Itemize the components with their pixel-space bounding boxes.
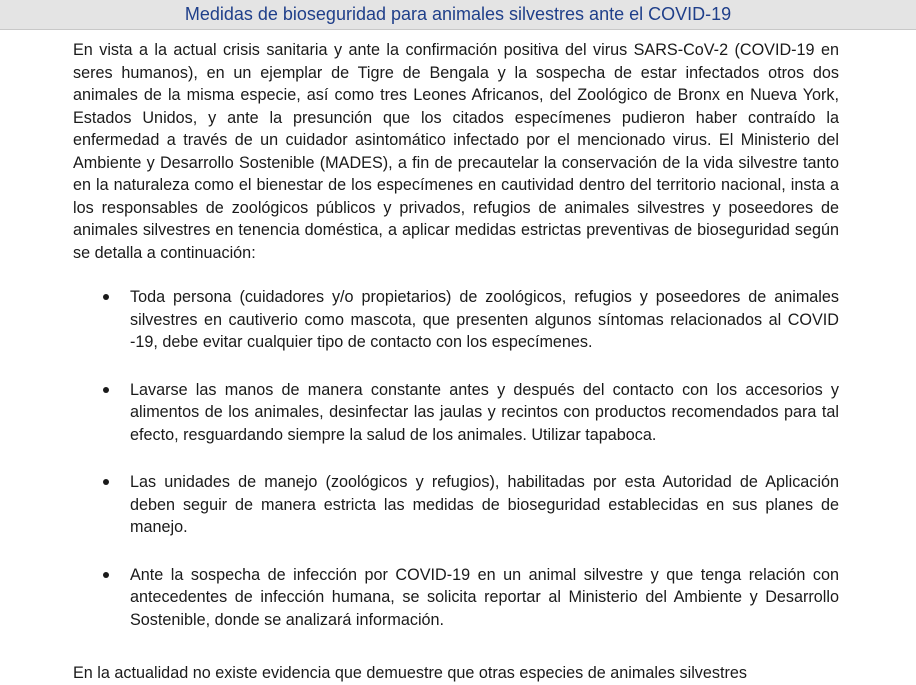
measure-text: Toda persona (cuidadores y/o propietarios) de zoológicos, refugios y poseedores de animales silvestres en cautiverio como mascota, que presenten algunos síntomas relacionados al COVID -19, debe evitar cualquier tipo de contacto con los especímenes. xyxy=(130,288,839,351)
bullet-icon xyxy=(103,387,109,393)
measure-text: Ante la sospecha de infección por COVID-19 en un animal silvestre y que tenga relación con antecedentes de infección humana, se solicita reportar al Ministerio del Ambiente y Desarrollo Sostenible, donde se analizará información. xyxy=(130,565,839,629)
measure-item xyxy=(73,379,839,447)
bullet-icon xyxy=(103,294,109,300)
closing-paragraph: En la actualidad no existe evidencia que demuestre que otras especies de animales silvestres xyxy=(73,664,747,682)
measure-item xyxy=(73,471,839,539)
measures-list xyxy=(73,286,839,631)
measure-text: Las unidades de manejo (zoológicos y refugios), habilitadas por esta Autoridad de Aplicación deben seguir de manera estricta las medidas de bioseguridad establecidas en sus planes de manejo. xyxy=(130,473,839,536)
bullet-icon xyxy=(103,479,109,485)
document-title: Medidas de bioseguridad para animales silvestres ante el COVID-19 xyxy=(184,4,732,24)
measure-text: Lavarse las manos de manera constante antes y después del contacto con los accesorios y alimentos de los animales, desinfectar las jaulas y recintos con productos recomendados para tal efecto, resguardando siempre la salud de los animales. Utilizar tapaboca. xyxy=(130,380,839,444)
intro-paragraph: En vista a la actual crisis sanitaria y ante la confirmación positiva del virus SARS-CoV-2 (COVID-19 en seres humanos), en un ejemplar de Tigre de Bengala y la sospecha de estar infectados otros dos animales de la misma especie, así como tres Leones Africanos, del Zoológico de Bronx en Nueva York, Estados Unidos, y ante la presunción que los citados especímenes pudieron haber contraído la enfermedad a través de un cuidador asintomático infectado por el mencionado virus. El Ministerio del Ambiente y Desarrollo Sostenible (MADES), a fin de precautelar la conservación de la vida silvestre tanto en la naturaleza como el bienestar de los especímenes en cautividad dentro del territorio nacional, insta a los responsables de zoológicos públicos y privados, refugios de animales silvestres y poseedores de animales silvestres en tenencia doméstica, a aplicar medidas estrictas preventivas de bioseguridad según se detalla a continuación: xyxy=(73,41,839,262)
measure-item xyxy=(73,564,839,632)
document-body xyxy=(73,39,839,631)
document-title-bar xyxy=(0,0,916,30)
measure-item xyxy=(73,286,839,354)
bullet-icon xyxy=(103,572,109,578)
